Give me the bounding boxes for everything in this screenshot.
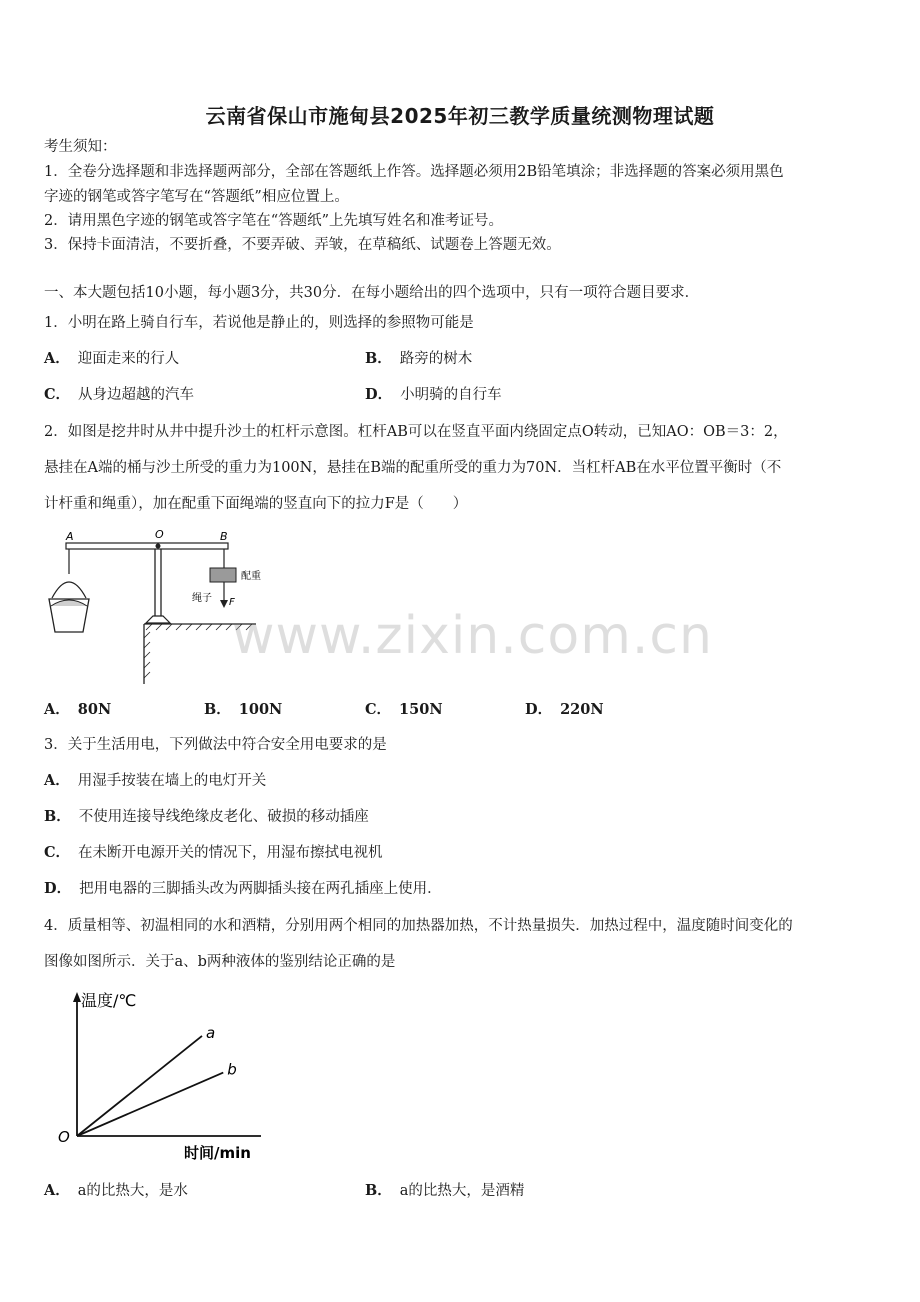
notice-heading: 考生须知： xyxy=(44,139,117,155)
question-2-line: 2．如图是挖井时从井中提升沙土的杠杆示意图。杠杆AB可以在竖直平面内绕固定点O转动，已知AO：OB＝3：2， xyxy=(44,424,788,440)
option-key: D． xyxy=(44,880,72,897)
option-key: B． xyxy=(204,701,231,718)
option-key: A． xyxy=(44,350,70,367)
label-b: B xyxy=(220,530,228,543)
q1-option-c[interactable] xyxy=(44,385,194,405)
option-text: 80N xyxy=(77,701,112,718)
x-axis-label: 时间/min xyxy=(184,1144,251,1162)
option-key: C． xyxy=(365,701,392,718)
option-text: 150N xyxy=(399,701,443,718)
series-line-b xyxy=(77,1073,223,1136)
label-o: O xyxy=(155,528,164,541)
page-title: 云南省保山市施甸县2025年初三教学质量统测物理试题 xyxy=(205,104,715,128)
q3-option-a[interactable] xyxy=(44,771,266,791)
option-text: 迎面走来的行人 xyxy=(77,351,180,367)
notice-item: 3．保持卡面清洁，不要折叠，不要弄破、弄皱，在草稿纸、试题卷上答题无效。 xyxy=(44,237,561,253)
option-text: 把用电器的三脚插头改为两脚插头接在两孔插座上使用． xyxy=(79,881,442,897)
q2-option-d[interactable] xyxy=(525,700,604,720)
question-2-line: 计杆重和绳重），加在配重下面绳端的竖直向下的拉力F是（ ） xyxy=(44,496,468,512)
option-key: D． xyxy=(365,386,393,403)
option-key: B． xyxy=(365,350,392,367)
rope-label: 绳子 xyxy=(192,593,212,604)
q2-option-b[interactable] xyxy=(204,700,282,720)
q3-option-c[interactable] xyxy=(44,843,383,863)
option-text: 不使用连接导线绝缘皮老化、破损的移动插座 xyxy=(78,809,369,825)
series-layer xyxy=(77,1024,237,1136)
option-text: 220N xyxy=(560,701,604,718)
temperature-time-chart xyxy=(56,986,286,1166)
series-line-a xyxy=(77,1036,202,1136)
q3-option-d[interactable] xyxy=(44,879,442,899)
counterweight-label: 配重 xyxy=(241,571,261,582)
force-label: F xyxy=(229,597,235,608)
q1-option-b[interactable] xyxy=(365,349,472,369)
option-key: A． xyxy=(44,1182,70,1199)
pillar-base xyxy=(146,616,170,623)
option-key: B． xyxy=(365,1182,392,1199)
option-key: C． xyxy=(44,844,71,861)
watermark: www.zixin.com.cn xyxy=(232,606,713,666)
option-key: A． xyxy=(44,701,70,718)
notice-item: 2．请用黑色字迹的钢笔或答字笔在“答题纸”上先填写姓名和准考证号。 xyxy=(44,213,504,229)
pull-arrow-head xyxy=(220,600,228,608)
notice-item: 1．全卷分选择题和非选择题两部分，全部在答题纸上作答。选择题必须用2B铅笔填涂；非选择题的答案必须用黑色 xyxy=(44,164,784,180)
q4-option-a[interactable] xyxy=(44,1181,188,1201)
question-2-line: 悬挂在A端的桶与沙土所受的重力为100N，悬挂在B端的配重所受的重力为70N．当杠杆AB在水平位置平衡时（不 xyxy=(44,460,782,476)
option-text: 小明骑的自行车 xyxy=(400,387,502,403)
option-text: 100N xyxy=(238,701,283,718)
option-key: B． xyxy=(44,808,71,825)
y-axis-arrow xyxy=(73,992,81,1002)
q3-option-b[interactable] xyxy=(44,807,369,827)
q1-option-a[interactable] xyxy=(44,349,179,369)
option-key: D． xyxy=(525,701,553,718)
bucket-handle xyxy=(52,582,86,598)
option-text: a的比热大，是酒精 xyxy=(399,1183,525,1199)
origin-label: O xyxy=(58,1128,70,1146)
question-4-line: 图像如图所示．关于a、b两种液体的鉴别结论正确的是 xyxy=(44,954,396,970)
series-label-a: a xyxy=(206,1023,216,1042)
question-4-line: 4．质量相等、初温相同的水和酒精，分别用两个相同的加热器加热，不计热量损失．加热过程中，温度随时间变化的 xyxy=(44,918,793,934)
section-heading: 一、本大题包括10小题，每小题3分，共30分．在每小题给出的四个选项中，只有一项符合题目要求． xyxy=(44,285,700,301)
option-key: C． xyxy=(44,386,71,403)
option-key: A． xyxy=(44,772,70,789)
lever-bar xyxy=(66,543,228,549)
q4-option-b[interactable] xyxy=(365,1181,524,1201)
option-text: a的比热大，是水 xyxy=(77,1183,188,1199)
option-text: 在未断开电源开关的情况下，用湿布擦拭电视机 xyxy=(78,845,383,861)
question-3-stem: 3．关于生活用电，下列做法中符合安全用电要求的是 xyxy=(44,737,387,753)
y-axis-label: 温度/℃ xyxy=(81,991,137,1010)
option-text: 路旁的树木 xyxy=(399,351,473,367)
option-text: 从身边超越的汽车 xyxy=(78,387,195,403)
question-1-stem: 1．小明在路上骑自行车，若说他是静止的，则选择的参照物可能是 xyxy=(44,315,474,331)
series-label-b: b xyxy=(227,1060,237,1079)
q2-option-c[interactable] xyxy=(365,700,443,720)
notice-item: 字迹的钢笔或答字笔写在“答题纸”相应位置上。 xyxy=(44,189,349,205)
option-text: 用湿手按装在墙上的电灯开关 xyxy=(77,773,267,789)
pivot-point xyxy=(156,544,161,549)
counterweight-block xyxy=(210,568,236,582)
label-a: A xyxy=(66,530,74,543)
q1-option-d[interactable] xyxy=(365,385,502,405)
q2-option-a[interactable] xyxy=(44,700,111,720)
